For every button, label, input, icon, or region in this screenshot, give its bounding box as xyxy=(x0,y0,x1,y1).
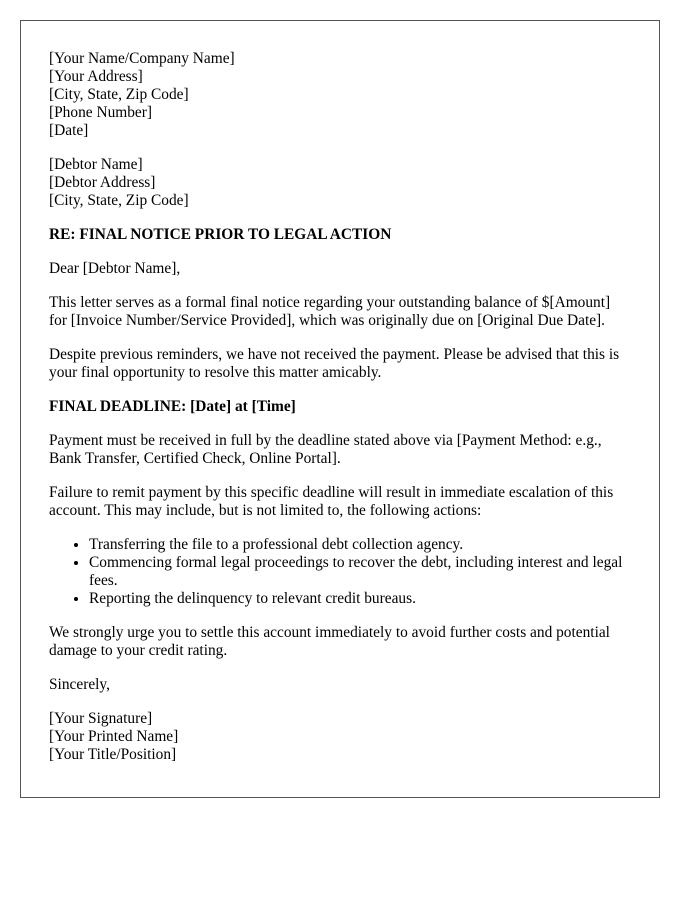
closing: Sincerely, xyxy=(49,676,110,693)
signature-placeholder: [Your Signature] xyxy=(49,710,153,727)
salutation: Dear [Debtor Name], xyxy=(49,260,181,277)
consequence-paragraph: Failure to remit payment by this specific deadline will result in immediate escalation of this account. This may include, but is not limited to, the following actions: xyxy=(49,484,614,519)
list-item: • Transferring the file to a professional debt collection agency. xyxy=(89,536,631,554)
subject-line: RE: FINAL NOTICE PRIOR TO LEGAL ACTION xyxy=(49,226,392,243)
urge-paragraph: We strongly urge you to settle this account immediately to avoid further costs and potential damage to your credit rating. xyxy=(49,624,610,659)
printed-name: [Your Printed Name] xyxy=(49,728,179,745)
list-item: • Reporting the delinquency to relevant credit bureaus. xyxy=(89,590,631,608)
intro-paragraph: This letter serves as a formal final notice regarding your outstanding balance of $[Amount] for [Invoice Number/Service Provided], which was originally due on [Original Due Date]. xyxy=(49,294,611,329)
actions-list xyxy=(49,536,631,608)
recipient-name: [Debtor Name] xyxy=(49,156,143,173)
sender-address-block xyxy=(49,50,631,140)
sender-phone: [Phone Number] xyxy=(49,104,153,121)
signature-block xyxy=(49,710,631,764)
title-position: [Your Title/Position] xyxy=(49,746,177,763)
payment-paragraph: Payment must be received in full by the deadline stated above via [Payment Method: e.g., Bank Transfer, Certified Check, Online Portal]. xyxy=(49,432,602,467)
list-item: • Commencing formal legal proceedings to recover the debt, including interest and legal fees. xyxy=(89,554,631,590)
letter-page xyxy=(20,20,660,798)
recipient-address-block xyxy=(49,156,631,210)
sender-name: [Your Name/Company Name] xyxy=(49,50,235,67)
reminder-paragraph: Despite previous reminders, we have not received the payment. Please be advised that this is your final opportunity to resolve this matter amicably. xyxy=(49,346,620,381)
recipient-address: [Debtor Address] xyxy=(49,174,156,191)
sender-city-state-zip: [City, State, Zip Code] xyxy=(49,86,189,103)
final-deadline: FINAL DEADLINE: [Date] at [Time] xyxy=(49,398,296,415)
letter-date: [Date] xyxy=(49,122,89,139)
recipient-city-state-zip: [City, State, Zip Code] xyxy=(49,192,189,209)
sender-address: [Your Address] xyxy=(49,68,143,85)
